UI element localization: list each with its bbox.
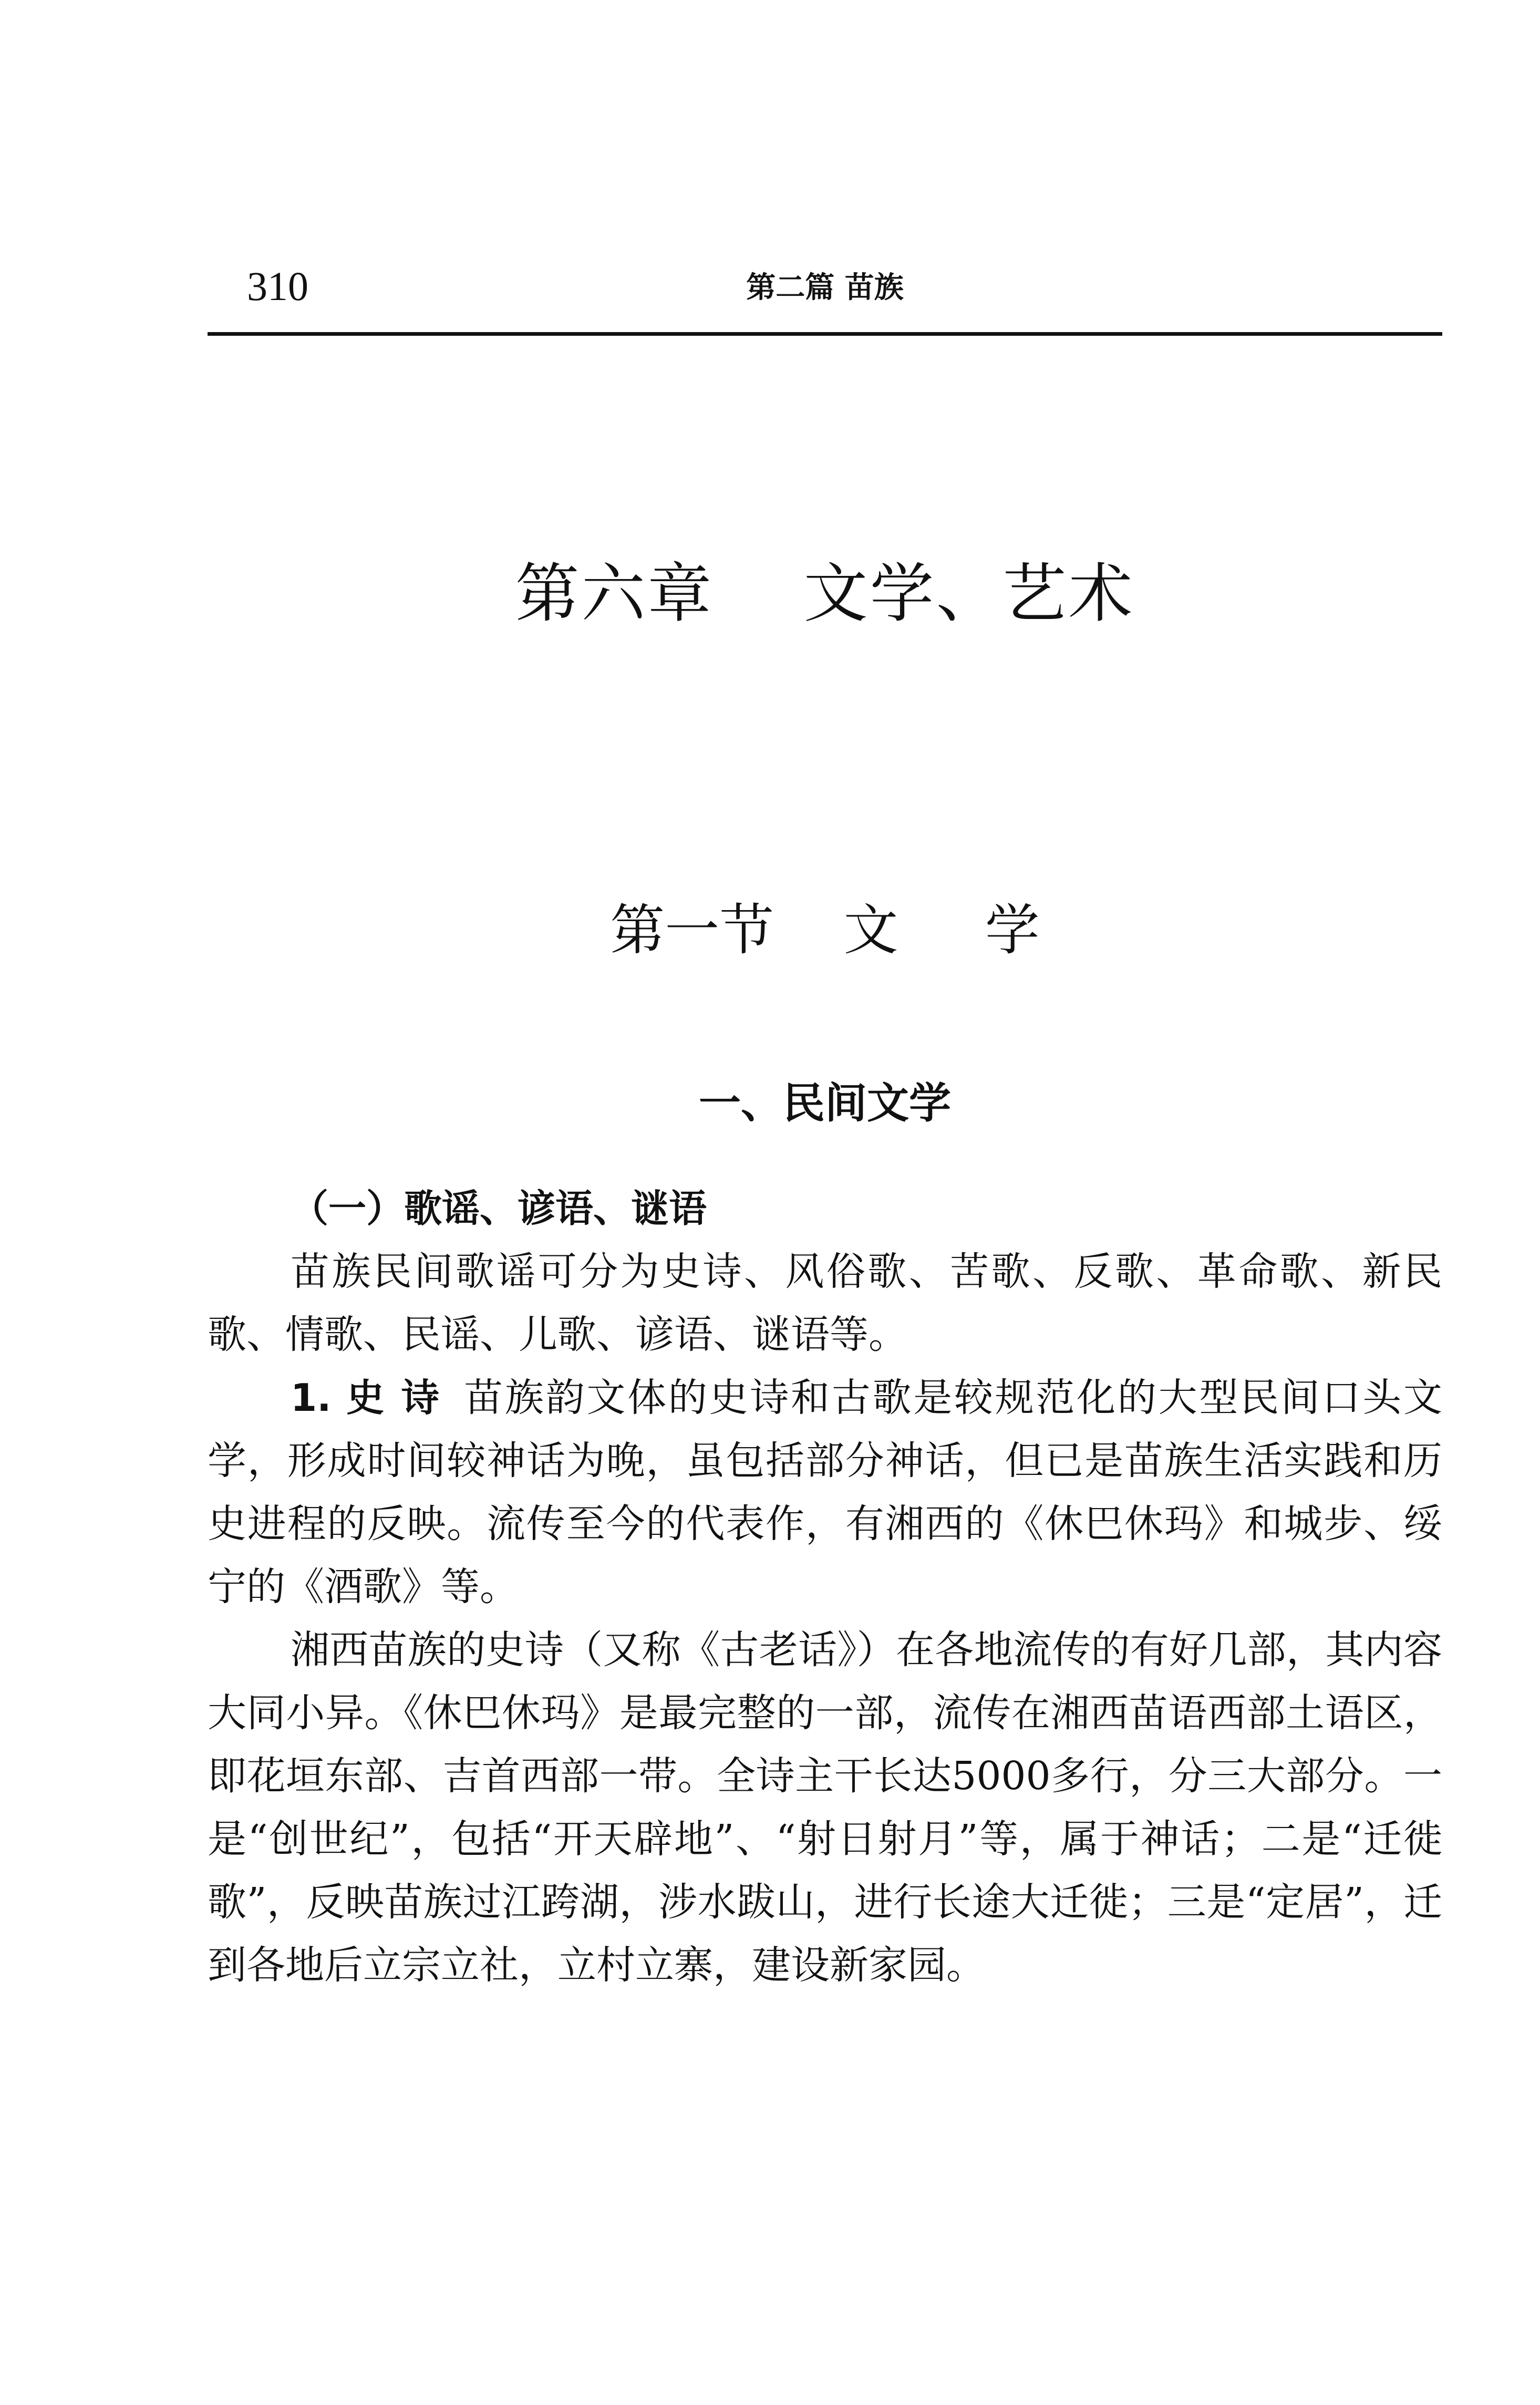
running-head-title: 第二篇 苗族: [746, 271, 904, 305]
chapter-title: 第六章 文学、艺术: [515, 556, 1135, 631]
paragraph-2-heading: 1. 史 诗: [291, 1376, 441, 1420]
paragraph-1: 苗族民间歌谣可分为史诗、风俗歌、苦歌、反歌、革命歌、新民歌、情歌、民谣、儿歌、谚语、谜语等。: [208, 1249, 1442, 1357]
paragraph-2: [208, 1366, 1442, 1618]
minor-heading: （一）歌谣、谚语、谜语: [291, 1186, 707, 1231]
header-rule: [208, 332, 1442, 336]
paragraph-3: 湘西苗族的史诗（又称《古老话》）在各地流传的有好几部，其内容大同小异。《休巴休玛》是最完整的一部，流传在湘西苗语西部土语区，即花垣东部、吉首西部一带。全诗主干长达5000多行，分三大部分。一是“创世纪”，包括“开天辟地”、“射日射月”等，属于神话；二是“迁徙歌”，反映苗族过江跨湖，涉水跋山，进行长途大迁徙；三是“定居”，迁到各地后立宗立社，立村立寨，建设新家园。: [208, 1627, 1442, 1988]
subsection-title: 一、民间文学: [699, 1079, 951, 1128]
section-title: 第一节 文 学: [610, 898, 1040, 962]
paragraph-2-text: 苗族韵文体的史诗和古歌是较规范化的大型民间口头文学，形成时间较神话为晚，虽包括部分神话，但已是苗族生活实践和历史进程的反映。流传至今的代表作，有湘西的《休巴休玛》和城步、绥宁的《酒歌》等。: [208, 1375, 1442, 1609]
page-number: 310: [247, 263, 308, 309]
body-text: [208, 1177, 1442, 1997]
running-head: [208, 260, 1442, 323]
